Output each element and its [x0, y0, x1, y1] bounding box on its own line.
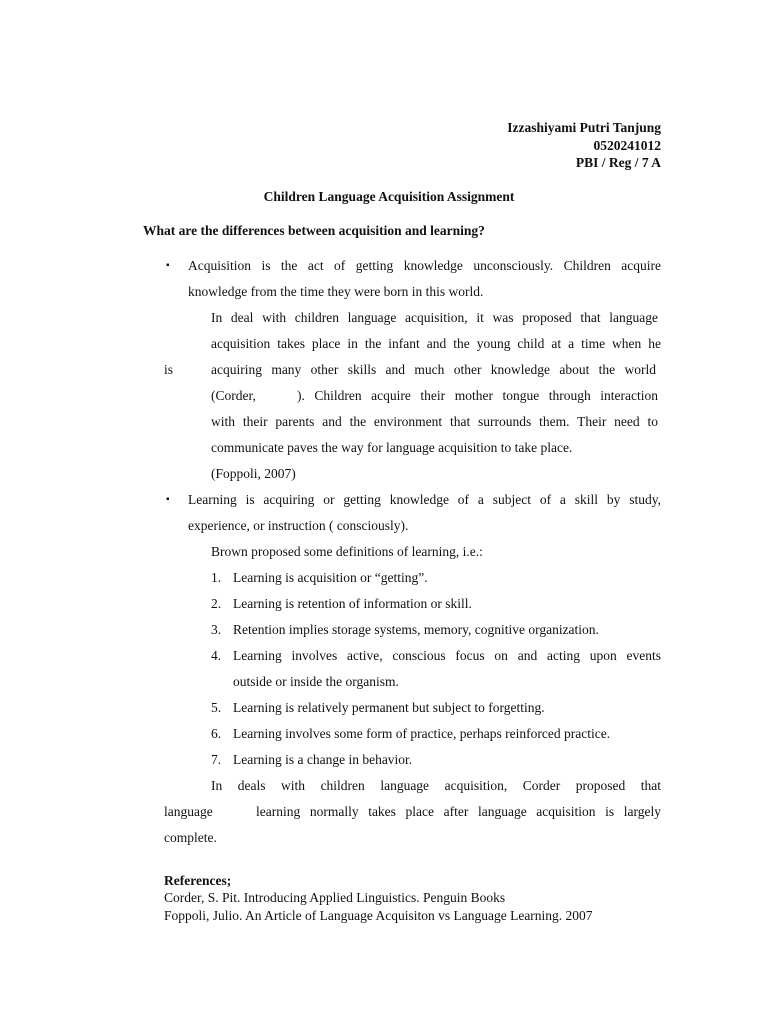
- class-info: PBI / Reg / 7 A: [575, 155, 661, 170]
- bullet-icon: ▪: [166, 260, 170, 271]
- acquisition-para-line6: communicate paves the way for language acquisition to take place.: [211, 440, 573, 455]
- closing-para-line2b: learning normally takes place after language acquisition is largely: [256, 804, 661, 819]
- learning-definition-line1: Learning is acquiring or getting knowledge of a subject of a skill by study,: [188, 492, 661, 507]
- list-item: Learning is acquisition or “getting”.: [233, 570, 428, 585]
- list-item-continuation: outside or inside the organism.: [233, 674, 399, 689]
- bullet-icon: ▪: [166, 494, 170, 505]
- closing-para-line1: In deals with children language acquisition, Corder proposed that: [211, 778, 661, 793]
- author-name: Izzashiyami Putri Tanjung: [507, 120, 661, 135]
- list-item: Retention implies storage systems, memory, cognitive organization.: [233, 622, 599, 637]
- list-item: Learning involves active, conscious focus on and acting upon events: [233, 648, 661, 663]
- acquisition-para-line1: In deal with children language acquisition, it was proposed that language: [211, 310, 658, 325]
- acquisition-para-line3: acquiring many other skills and much other knowledge about the world: [211, 362, 656, 377]
- list-item-number: 2.: [211, 596, 222, 611]
- list-item-number: 6.: [211, 726, 222, 741]
- acquisition-para-line4b: ). Children acquire their mother tongue through interaction: [297, 388, 658, 403]
- learning-definition-line2: experience, or instruction ( consciously).: [188, 518, 409, 533]
- list-item-number: 4.: [211, 648, 222, 663]
- list-item: Learning involves some form of practice, perhaps reinforced practice.: [233, 726, 611, 741]
- acquisition-definition-line1: Acquisition is the act of getting knowledge unconsciously. Children acquire: [188, 258, 661, 273]
- references-heading: References;: [164, 873, 232, 888]
- acquisition-para-is: is: [164, 362, 174, 377]
- reference-item: Corder, S. Pit. Introducing Applied Linguistics. Penguin Books: [164, 890, 506, 905]
- acquisition-para-line4a: (Corder,: [211, 388, 256, 403]
- list-item: Learning is relatively permanent but subject to forgetting.: [233, 700, 545, 715]
- acquisition-citation: (Foppoli, 2007): [211, 466, 296, 481]
- list-item-number: 5.: [211, 700, 222, 715]
- list-item: Learning is retention of information or skill.: [233, 596, 472, 611]
- reference-item: Foppoli, Julio. An Article of Language Acquisiton vs Language Learning. 2007: [164, 908, 593, 923]
- list-item-number: 3.: [211, 622, 222, 637]
- acquisition-para-line5: with their parents and the environment that surrounds them. Their need to: [211, 414, 658, 429]
- learning-intro: Brown proposed some definitions of learning, i.e.:: [211, 544, 483, 559]
- closing-para-line2a: language: [164, 804, 213, 819]
- student-id: 0520241012: [593, 138, 661, 153]
- closing-para-line3: complete.: [164, 830, 217, 845]
- list-item-number: 1.: [211, 570, 222, 585]
- list-item-number: 7.: [211, 752, 222, 767]
- acquisition-para-line2: acquisition takes place in the infant and the young child at a time when he: [211, 336, 661, 351]
- assignment-title: Children Language Acquisition Assignment: [263, 189, 515, 204]
- question-heading: What are the differences between acquisition and learning?: [143, 223, 485, 238]
- list-item: Learning is a change in behavior.: [233, 752, 413, 767]
- acquisition-definition-line2: knowledge from the time they were born in this world.: [188, 284, 484, 299]
